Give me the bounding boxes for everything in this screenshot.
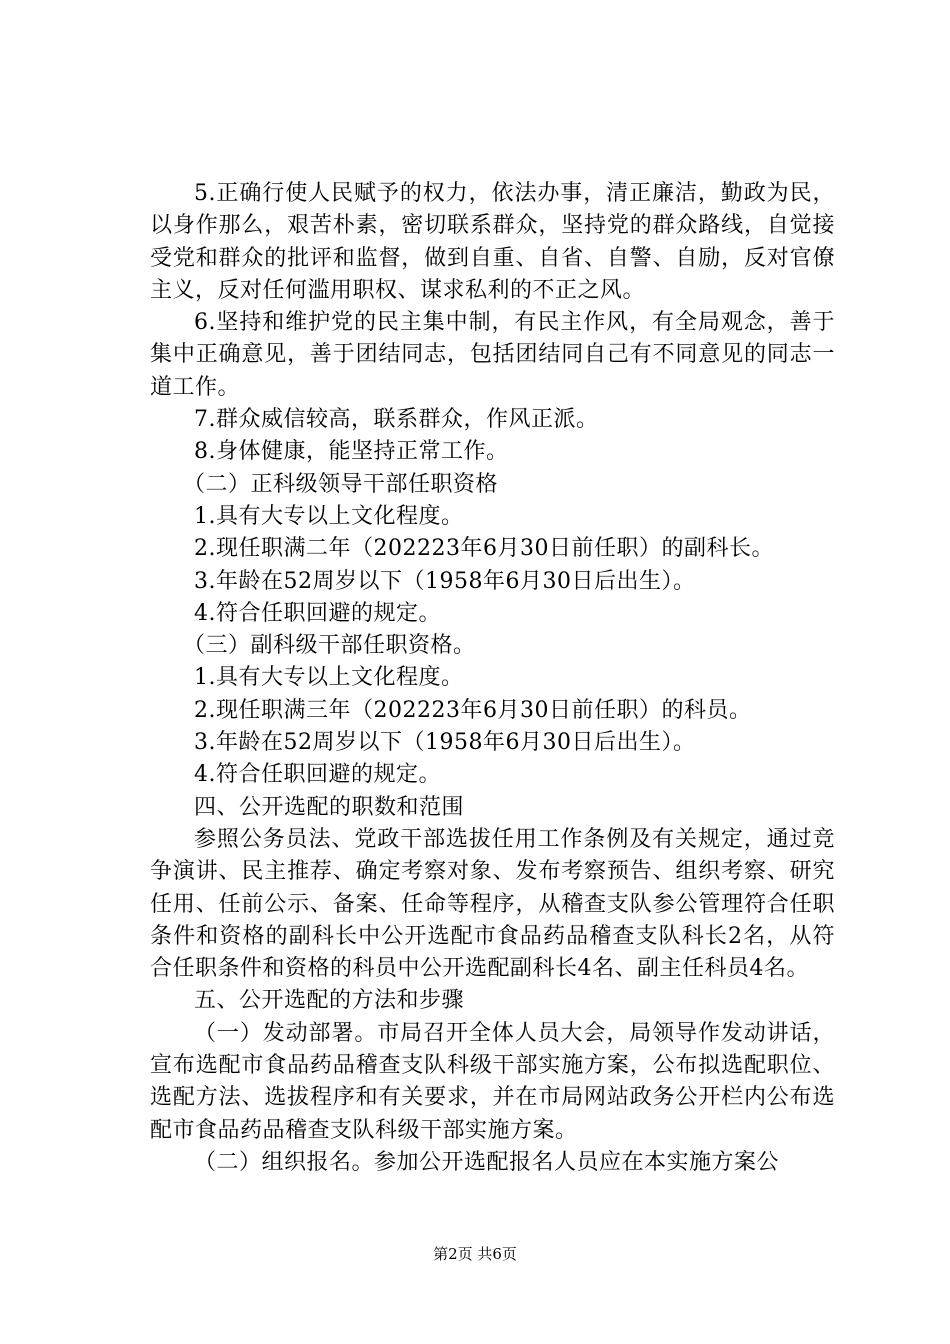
document-body — [150, 178, 835, 1179]
paragraph-step-two: （二）组织报名。参加公开选配报名人员应在本实施方案公 — [194, 1149, 780, 1175]
section-heading-five: 五、公开选配的方法和步骤 — [194, 988, 465, 1014]
paragraph-fuke-2: 2.现任职满三年（202223年6月30日前任职）的科员。 — [194, 697, 752, 723]
section-heading-fuke: （三）副科级干部任职资格。 — [183, 633, 476, 659]
paragraph-item-8: 8.身体健康，能坚持正常工作。 — [194, 439, 509, 465]
section-heading-zhengke: （二）正科级领导干部任职资格 — [183, 471, 499, 497]
paragraph-item-7: 7.群众威信较高，联系群众，作风正派。 — [194, 407, 599, 433]
paragraph-item-6: 6.坚持和维护党的民主集中制，有民主作风，有全局观念，善于集中正确意见，善于团结同志，包括团结同自己有不同意见的同志一道工作。 — [150, 310, 835, 400]
paragraph-zhengke-2: 2.现任职满二年（202223年6月30日前任职）的副科长。 — [194, 536, 774, 562]
page-footer: 第2页 共6页 — [433, 1245, 517, 1263]
section-heading-four: 四、公开选配的职数和范围 — [194, 794, 465, 820]
paragraph-fuke-3: 3.年龄在52周岁以下（1958年6月30日后出生）。 — [194, 730, 696, 756]
paragraph-step-one: （一）发动部署。市局召开全体人员大会，局领导作发动讲话，宣布选配市食品药品稽查支队科级干部实施方案，公布拟选配职位、选配方法、选拔程序和有关要求，并在市局网站政务公开栏内公布选配市食品药品稽查支队科级干部实施方案。 — [150, 1020, 835, 1143]
paragraph-zhengke-3: 3.年龄在52周岁以下（1958年6月30日后出生）。 — [194, 568, 696, 594]
paragraph-fuke-1: 1.具有大专以上文化程度。 — [194, 665, 464, 691]
paragraph-item-5: 5.正确行使人民赋予的权力，依法办事，清正廉洁，勤政为民，以身作那么，艰苦朴素，密切联系群众，坚持党的群众路线，自觉接受党和群众的批评和监督，做到自重、自省、自警、自励，反对官僚主义，反对任何滥用职权、谋求私利的不正之风。 — [150, 181, 835, 303]
paragraph-fuke-4: 4.符合任职回避的规定。 — [194, 762, 441, 788]
paragraph-scope: 参照公务员法、党政干部选拔任用工作条例及有关规定，通过竞争演讲、民主推荐、确定考察对象、发布考察预告、组织考察、研究任用、任前公示、备案、任命等程序，从稽查支队参公管理符合任职条件和资格的副科长中公开选配市食品药品稽查支队科长2名，从符合任职条件和资格的科员中公开选配副科长4名、副主任科员4名。 — [150, 826, 835, 982]
paragraph-zhengke-1: 1.具有大专以上文化程度。 — [194, 503, 464, 529]
paragraph-zhengke-4: 4.符合任职回避的规定。 — [194, 600, 441, 626]
